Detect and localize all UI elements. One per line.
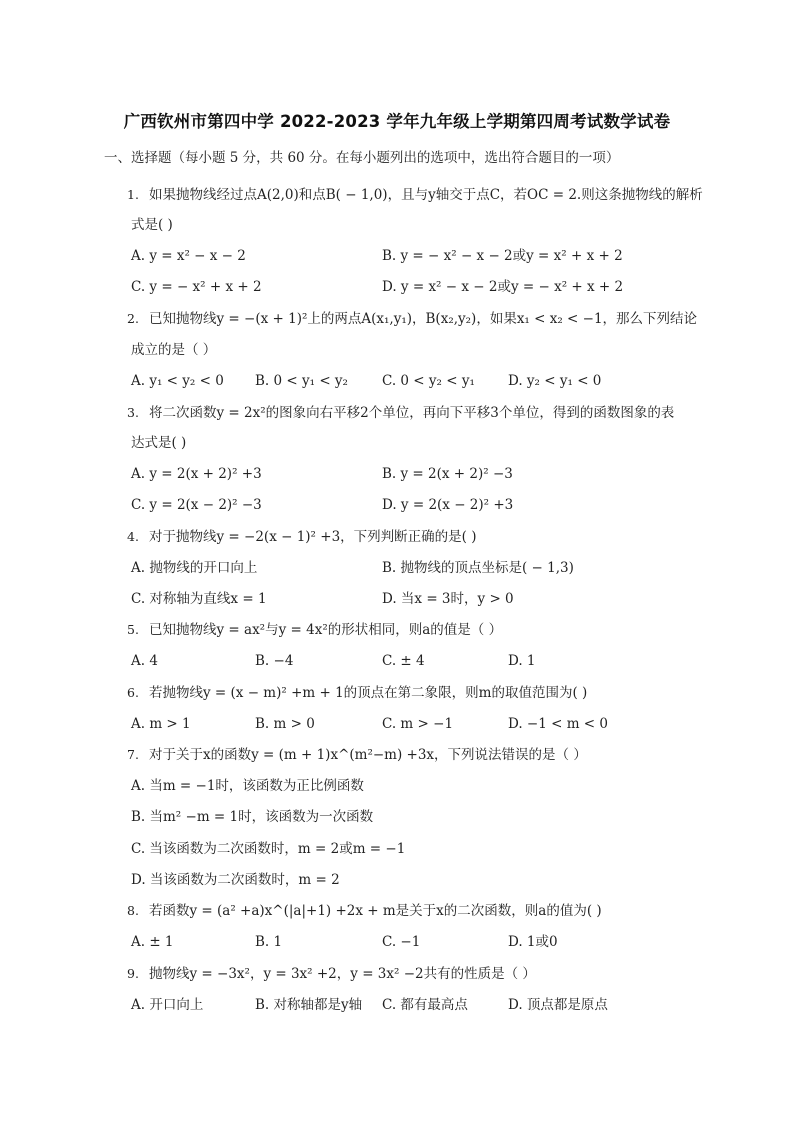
question-text: 达式是( ): [131, 435, 187, 451]
answer-option-c: C. ± 4: [382, 653, 425, 669]
answer-option-b: B. y = − x² − x − 2或y = x² + x + 2: [382, 248, 623, 264]
answer-option-d: D. y = x² − x − 2或y = − x² + x + 2: [382, 279, 624, 295]
question-stem: [127, 902, 602, 920]
question-stem-continued: [131, 216, 173, 234]
question-text: 若抛物线y = (x − m)² +m + 1的顶点在第二象限，则m的取值范围为( ): [149, 685, 588, 701]
answer-option-b: B. m > 0: [255, 716, 315, 732]
section-heading: 一、选择题（每小题 5 分，共 60 分。在每小题列出的选项中，选出符合题目的一项）: [104, 150, 620, 166]
question-stem-continued: [131, 341, 216, 359]
answer-option-d: D. 1或0: [508, 934, 558, 950]
question-text: 如果抛物线经过点A(2,0)和点B( − 1,0)，且与y轴交于点C，若OC = 2.则这条抛物线的解析: [149, 187, 703, 203]
answer-option-b: B. 1: [255, 934, 283, 950]
answer-option-d: D. 当该函数为二次函数时，m = 2: [131, 872, 340, 888]
question-text: 式是( ): [131, 217, 173, 233]
answer-option-b: B. 对称轴都是y轴: [255, 997, 363, 1013]
answer-option-a: A. 抛物线的开口向上: [131, 560, 258, 576]
answer-option-c: C. y = 2(x − 2)² −3: [131, 497, 262, 513]
question-number: 5.: [127, 622, 139, 637]
question-number: 1.: [127, 187, 139, 202]
answer-option-a: A. y₁ < y₂ < 0: [131, 373, 224, 389]
answer-option-d: D. 当x = 3时，y > 0: [382, 591, 514, 607]
answer-option-d: D. y₂ < y₁ < 0: [508, 373, 602, 389]
question-stem: [127, 965, 536, 983]
answer-option-a: A. 开口向上: [131, 997, 204, 1013]
answer-option-a: A. m > 1: [131, 716, 191, 732]
answer-option-b: B. 0 < y₁ < y₂: [255, 373, 348, 389]
question-text: 将二次函数y = 2x²的图象向右平移2个单位，再向下平移3个单位，得到的函数图象的表: [149, 405, 675, 421]
answer-option-a: A. y = 2(x + 2)² +3: [131, 466, 262, 482]
answer-option-b: B. 抛物线的顶点坐标是( − 1,3): [382, 560, 574, 576]
question-text: 成立的是（ ）: [131, 342, 217, 358]
answer-option-c: C. y = − x² + x + 2: [131, 279, 262, 295]
question-number: 6.: [127, 685, 139, 700]
question-stem: [127, 684, 587, 702]
question-text: 对于关于x的函数y = (m + 1)x^(m²−m) +3x，下列说法错误的是（ ）: [149, 747, 587, 763]
question-number: 7.: [127, 747, 139, 762]
answer-option-d: D. 1: [508, 653, 536, 669]
question-stem: [127, 310, 697, 328]
answer-option-c: C. 都有最高点: [382, 997, 468, 1013]
answer-option-d: D. −1 < m < 0: [508, 716, 609, 732]
answer-option-a: A. y = x² − x − 2: [131, 248, 246, 264]
question-text: 若函数y = (a² +a)x^(|a|+1) +2x + m是关于x的二次函数，则a的值为( ): [149, 903, 602, 919]
answer-option-c: C. −1: [382, 934, 421, 950]
question-stem: [127, 404, 674, 422]
question-text: 抛物线y = −3x²，y = 3x² +2，y = 3x² −2共有的性质是（ ）: [149, 966, 536, 982]
question-number: 8.: [127, 903, 139, 918]
answer-option-b: B. y = 2(x + 2)² −3: [382, 466, 513, 482]
answer-option-a: A. 4: [131, 653, 158, 669]
answer-option-c: C. m > −1: [382, 716, 454, 732]
question-stem-continued: [131, 434, 186, 452]
question-number: 9.: [127, 966, 139, 981]
answer-option-b: B. −4: [255, 653, 294, 669]
answer-option-c: C. 当该函数为二次函数时，m = 2或m = −1: [131, 841, 406, 857]
question-text: 已知抛物线y = −(x + 1)²上的两点A(x₁,y₁)，B(x₂,y₂)，如果x₁ < x₂ < −1，那么下列结论: [149, 311, 698, 327]
question-text: 已知抛物线y = ax²与y = 4x²的形状相同，则a的值是（ ）: [149, 622, 503, 638]
answer-option-d: D. 顶点都是原点: [508, 997, 608, 1013]
answer-option-c: C. 0 < y₂ < y₁: [382, 373, 475, 389]
question-text: 对于抛物线y = −2(x − 1)² +3，下列判断正确的是( ): [149, 529, 477, 545]
question-stem: [127, 186, 703, 204]
answer-option-b: B. 当m² −m = 1时，该函数为一次函数: [131, 809, 374, 825]
question-stem: [127, 621, 502, 639]
answer-option-a: A. ± 1: [131, 934, 174, 950]
question-number: 3.: [127, 405, 139, 420]
answer-option-d: D. y = 2(x − 2)² +3: [382, 497, 514, 513]
question-number: 2.: [127, 311, 139, 326]
answer-option-a: A. 当m = −1时，该函数为正比例函数: [131, 778, 364, 794]
page-title: 广西钦州市第四中学 2022-2023 学年九年级上学期第四周考试数学试卷: [123, 112, 671, 131]
question-stem: [127, 746, 587, 764]
question-number: 4.: [127, 529, 139, 544]
question-stem: [127, 528, 476, 546]
answer-option-c: C. 对称轴为直线x = 1: [131, 591, 267, 607]
